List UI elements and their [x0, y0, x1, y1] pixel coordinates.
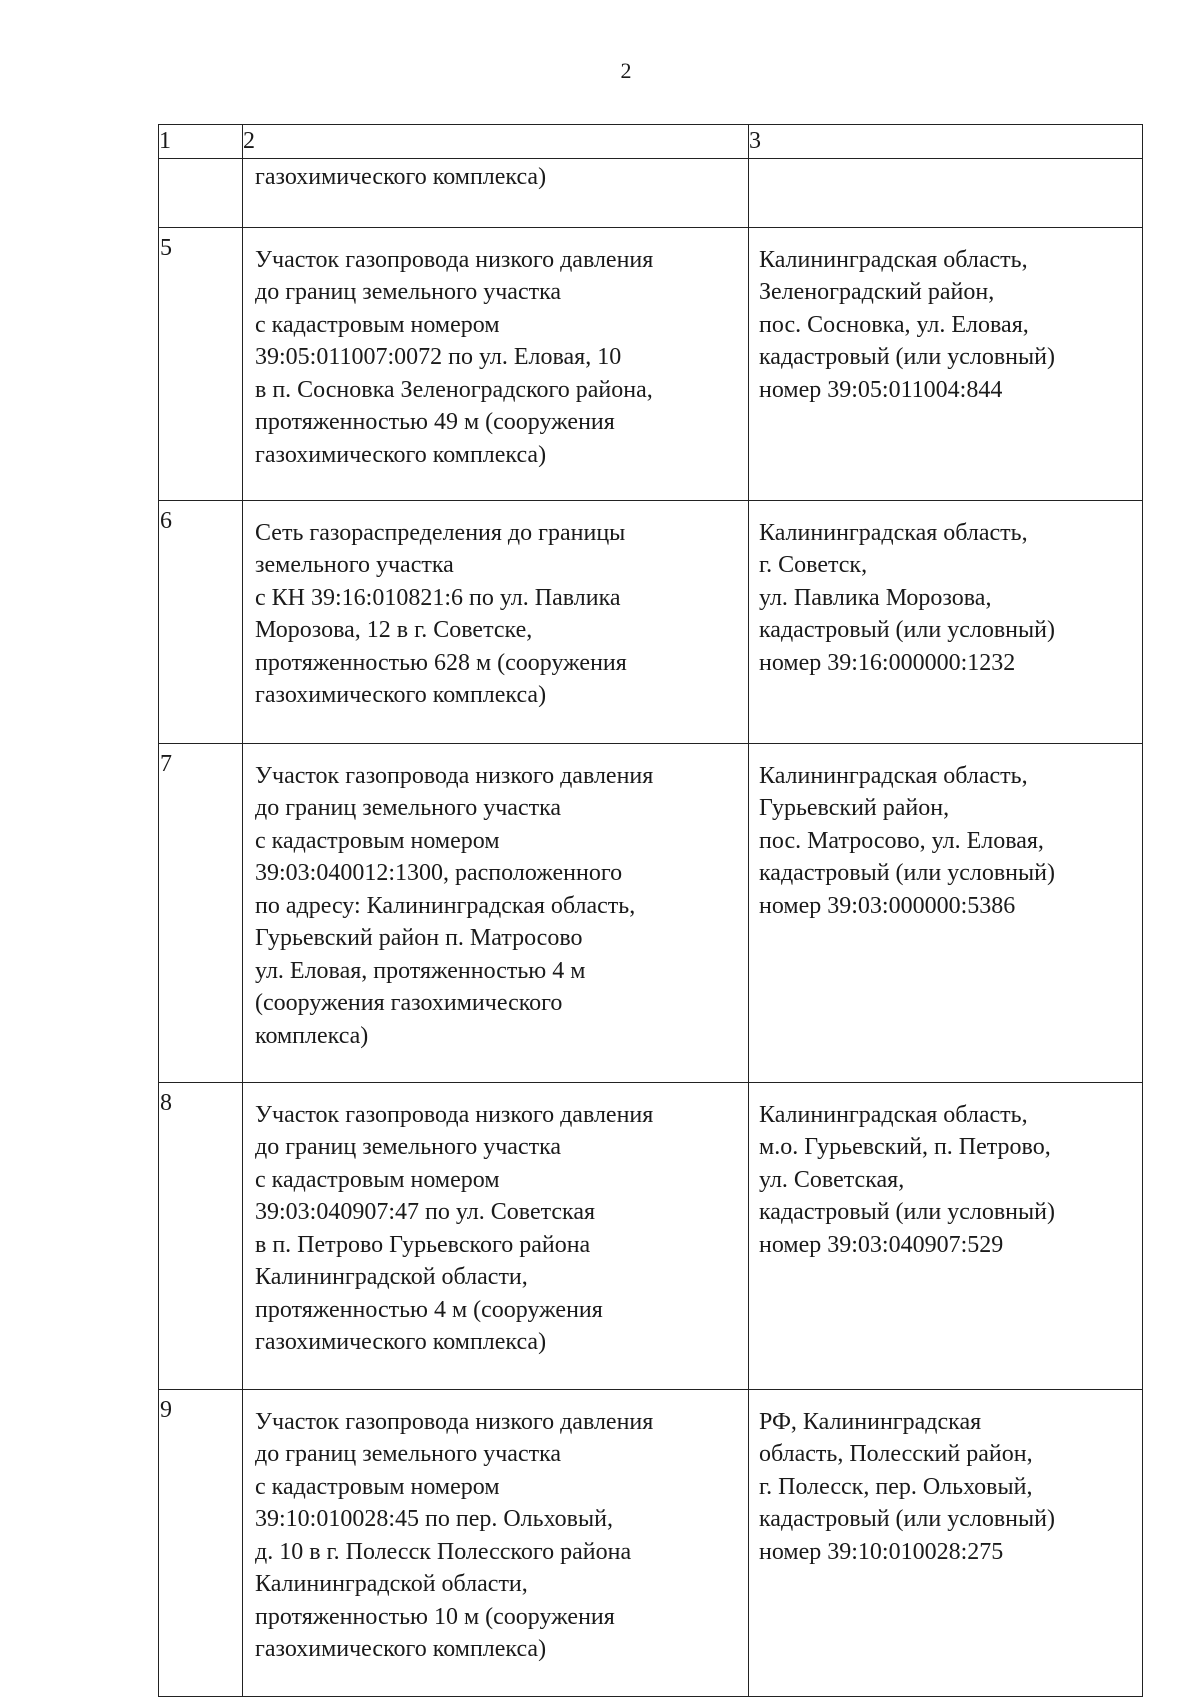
object-address [749, 1389, 1143, 1696]
table-row [159, 1389, 1143, 1696]
text-line: Участок газопровода низкого давления [255, 1101, 654, 1128]
text-line: номер 39:05:011004:844 [759, 376, 1003, 403]
text-line: г. Советск, [759, 552, 868, 578]
object-address [749, 500, 1143, 743]
text-line: Сеть газораспределения до границы [255, 519, 626, 546]
text-line: в п. Сосновка Зеленоградского района, [255, 376, 653, 403]
table-row [159, 227, 1143, 500]
text-line: с кадастровым номером [255, 311, 500, 338]
text-line: кадастровый (или условный) [759, 617, 1055, 643]
text-line: Гурьевский район п. Матросово [255, 925, 583, 951]
row-number: 9 [159, 1389, 243, 1696]
text-line: газохимического комплекса) [255, 682, 547, 708]
text-line: РФ, Калининградская [759, 1408, 982, 1435]
object-description [243, 1082, 749, 1389]
row-number: 5 [159, 227, 243, 500]
text-line: пос. Сосновка, ул. Еловая, [759, 311, 1029, 338]
text-line: Морозова, 12 в г. Советске, [255, 617, 533, 643]
text-line: по адресу: Калининградская область, [255, 892, 636, 919]
table-row [159, 743, 1143, 1082]
text-line: пос. Матросово, ул. Еловая, [759, 827, 1044, 854]
text-line: до границ земельного участка [255, 279, 562, 305]
text-line: земельного участка [255, 552, 454, 578]
text-line: 39:10:010028:45 по пер. Ольховый, [255, 1506, 613, 1532]
text-line: до границ земельного участка [255, 1134, 562, 1160]
text-line: с КН 39:16:010821:6 по ул. Павлика [255, 584, 621, 611]
text-line: м.о. Гурьевский, п. Петрово, [759, 1134, 1051, 1160]
text-line: протяженностью 628 м (сооружения [255, 649, 627, 676]
text-line: протяженностью 10 м (сооружения [255, 1603, 615, 1630]
object-description [243, 1389, 749, 1696]
text-line: Калининградской области, [255, 1264, 528, 1290]
object-address [749, 1082, 1143, 1389]
text-line: номер 39:03:000000:5386 [759, 892, 1016, 919]
text-line: Участок газопровода низкого давления [255, 762, 654, 789]
text-line: Зеленоградский район, [759, 279, 995, 305]
page-number: 2 [620, 58, 632, 83]
text-line: ул. Еловая, протяженностью 4 м [255, 957, 586, 984]
text-line: комплекса) [255, 1022, 369, 1049]
object-address [749, 743, 1143, 1082]
text-line: в п. Петрово Гурьевского района [255, 1231, 591, 1258]
text-line: г. Полесск, пер. Ольховый, [759, 1473, 1033, 1500]
table-row [159, 500, 1143, 743]
text-line: газохимического комплекса) [255, 163, 547, 190]
column-header-1: 1 [159, 125, 243, 159]
object-description [243, 743, 749, 1082]
objects-table [158, 124, 1143, 1697]
text-line: Участок газопровода низкого давления [255, 1408, 654, 1435]
column-header-2: 2 [243, 125, 749, 159]
table-row [159, 1082, 1143, 1389]
text-line: ул. Советская, [759, 1166, 905, 1193]
text-line: кадастровый (или условный) [759, 344, 1055, 370]
text-line: газохимического комплекса) [255, 1636, 547, 1662]
object-address [749, 158, 1143, 227]
text-line: 39:03:040907:47 по ул. Советская [255, 1199, 596, 1225]
object-description [243, 500, 749, 743]
text-line: кадастровый (или условный) [759, 1199, 1055, 1225]
text-line: кадастровый (или условный) [759, 860, 1055, 886]
text-line: (сооружения газохимического [255, 990, 563, 1016]
row-number [159, 158, 243, 227]
text-line: протяженностью 49 м (сооружения [255, 409, 615, 435]
text-line: Гурьевский район, [759, 795, 950, 821]
text-line: с кадастровым номером [255, 1473, 500, 1500]
object-description [243, 158, 749, 227]
row-number: 7 [159, 743, 243, 1082]
text-line: 39:03:040012:1300, расположенного [255, 860, 623, 886]
text-line: 39:05:011007:0072 по ул. Еловая, 10 [255, 344, 622, 370]
text-line: Калининградская область, [759, 1101, 1028, 1128]
text-line: Участок газопровода низкого давления [255, 246, 654, 273]
text-line: с кадастровым номером [255, 1166, 500, 1193]
text-line: ул. Павлика Морозова, [759, 584, 992, 611]
text-line: Калининградской области, [255, 1571, 528, 1597]
text-line: Калининградская область, [759, 519, 1028, 546]
text-line: Калининградская область, [759, 246, 1028, 273]
text-line: до границ земельного участка [255, 795, 562, 821]
text-line: область, Полесский район, [759, 1441, 1033, 1467]
text-line: кадастровый (или условный) [759, 1506, 1055, 1532]
column-header-3: 3 [749, 125, 1143, 159]
text-line: номер 39:03:040907:529 [759, 1231, 1004, 1258]
text-line: протяженностью 4 м (сооружения [255, 1296, 603, 1323]
table-row-continuation [159, 158, 1143, 227]
text-line: с кадастровым номером [255, 827, 500, 854]
text-line: Калининградская область, [759, 762, 1028, 789]
text-line: д. 10 в г. Полесск Полесского района [255, 1538, 632, 1565]
object-address [749, 227, 1143, 500]
table-header-row [159, 125, 1143, 159]
text-line: газохимического комплекса) [255, 1329, 547, 1355]
row-number: 8 [159, 1082, 243, 1389]
text-line: номер 39:10:010028:275 [759, 1538, 1004, 1565]
row-number: 6 [159, 500, 243, 743]
text-line: до границ земельного участка [255, 1441, 562, 1467]
text-line: номер 39:16:000000:1232 [759, 649, 1016, 676]
object-description [243, 227, 749, 500]
text-line: газохимического комплекса) [255, 441, 547, 468]
